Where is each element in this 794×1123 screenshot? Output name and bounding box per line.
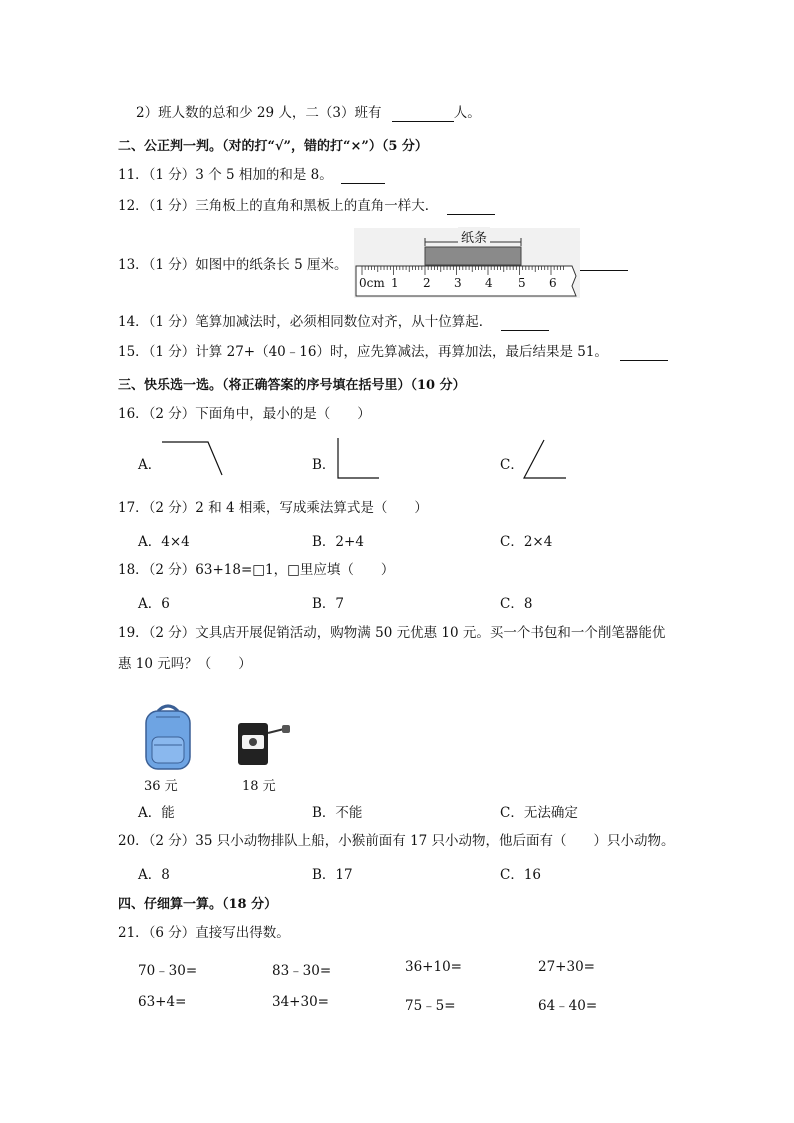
q19-option-c[interactable]: C．无法确定 [500,805,578,821]
q17-option-a[interactable]: A．4×4 [138,534,190,550]
tick-label-1: 1 [391,276,399,290]
q16-angle-b-right [334,436,384,481]
q17-option-b[interactable]: B．2+4 [312,534,364,550]
tick-label-4: 4 [485,276,493,290]
calc-item[interactable]: 63+4= [138,994,187,1010]
q15-answer-blank[interactable] [620,346,668,361]
q11-text: 11．（1 分）3 个 5 相加的和是 8。 [118,167,333,183]
q16-angle-c-acute [522,436,572,481]
calc-item[interactable]: 34+30= [272,994,329,1010]
backpack-price: 36 元 [144,779,178,794]
tick-label-2: 2 [423,276,431,290]
q16-option-c[interactable] [500,453,524,473]
q10-answer-blank[interactable] [392,107,454,122]
q19-picture [138,703,298,793]
q19-line-2: 惠 10 元吗？（ ） [118,656,252,672]
q12-line [118,197,495,215]
calc-item[interactable]: 64﹣40= [538,998,598,1014]
q15-line [118,343,668,361]
q18-line: 18．（2 分）63+18=□1，□里应填（ ） [118,562,395,578]
q10-text: 2）班人数的总和少 29 人，二（3）班有 [136,105,382,121]
section-3-heading: 三、快乐选一选。（将正确答案的序号填在括号里）（10 分） [118,378,466,393]
tick-label-6: 6 [549,276,557,290]
q13-line [118,256,347,274]
pencil-sharpener-icon [234,719,296,769]
q10-unit: 人。 [453,105,481,121]
q16-option-b-label: B． [312,457,336,473]
q18-option-b[interactable]: B．7 [312,596,345,612]
q13-answer-blank[interactable] [580,256,628,271]
q14-answer-blank[interactable] [501,316,549,331]
q14-text: 14．（1 分）笔算加减法时，必须相同数位对齐，从十位算起． [118,314,493,330]
q10-line [136,104,481,122]
q11-answer-blank[interactable] [341,169,385,184]
paper-strip [425,247,521,265]
ruler-body [356,266,576,296]
q16-option-c-label: C． [500,457,524,473]
tick-label-0: 0cm [359,276,385,290]
q17-line: 17．（2 分）2 和 4 相乘，写成乘法算式是（ ） [118,500,428,516]
q15-text: 15．（1 分）计算 27+（40﹣16）时，应先算减法，再算加法，最后结果是 51。 [118,344,608,360]
calc-item[interactable]: 36+10= [405,959,462,975]
strip-label: 纸条 [458,227,490,246]
q20-line: 20．（2 分）35 只小动物排队上船，小猴前面有 17 只小动物，他后面有（ ）只小动物。 [118,833,675,849]
q16-option-a[interactable] [138,453,161,473]
q16-angle-a-obtuse [160,438,230,478]
q16-line: 16．（2 分）下面角中，最小的是（ ） [118,406,371,422]
tick-label-3: 3 [454,276,462,290]
calc-item[interactable]: 70﹣30= [138,963,198,979]
ruler-figure [354,228,580,298]
q18-option-a[interactable]: A．6 [138,596,170,612]
q20-option-b[interactable]: B．17 [312,867,353,883]
sharpener-price: 18 元 [242,779,276,794]
q20-option-c[interactable]: C．16 [500,867,542,883]
q19-line-1: 19．（2 分）文具店开展促销活动，购物满 50 元优惠 10 元。买一个书包和一个削笔器能优 [118,625,666,641]
section-4-heading: 四、仔细算一算。（18 分） [118,897,278,912]
backpack-icon [140,703,196,771]
q16-option-b[interactable] [312,453,335,473]
q16-option-a-label: A． [138,457,162,473]
q11-line [118,166,385,184]
q20-option-a[interactable]: A．8 [138,867,170,883]
section-2-heading: 二、公正判一判。（对的打“√”，错的打“×”）（5 分） [118,139,428,154]
calc-item[interactable]: 75﹣5= [405,998,456,1014]
tick-label-5: 5 [518,276,526,290]
q18-option-c[interactable]: C．8 [500,596,533,612]
q13-text: 13．（1 分）如图中的纸条长 5 厘米。 [118,257,348,273]
q14-line [118,313,549,331]
q17-option-c[interactable]: C．2×4 [500,534,553,550]
calc-item[interactable]: 27+30= [538,959,595,975]
calc-item[interactable]: 83﹣30= [272,963,332,979]
q12-text: 12．（1 分）三角板上的直角和黑板上的直角一样大． [118,198,439,214]
q19-option-a[interactable]: A．能 [138,805,175,821]
q19-option-b[interactable]: B．不能 [312,805,363,821]
q21-line: 21．（6 分）直接写出得数。 [118,925,290,941]
q12-answer-blank[interactable] [447,200,495,215]
